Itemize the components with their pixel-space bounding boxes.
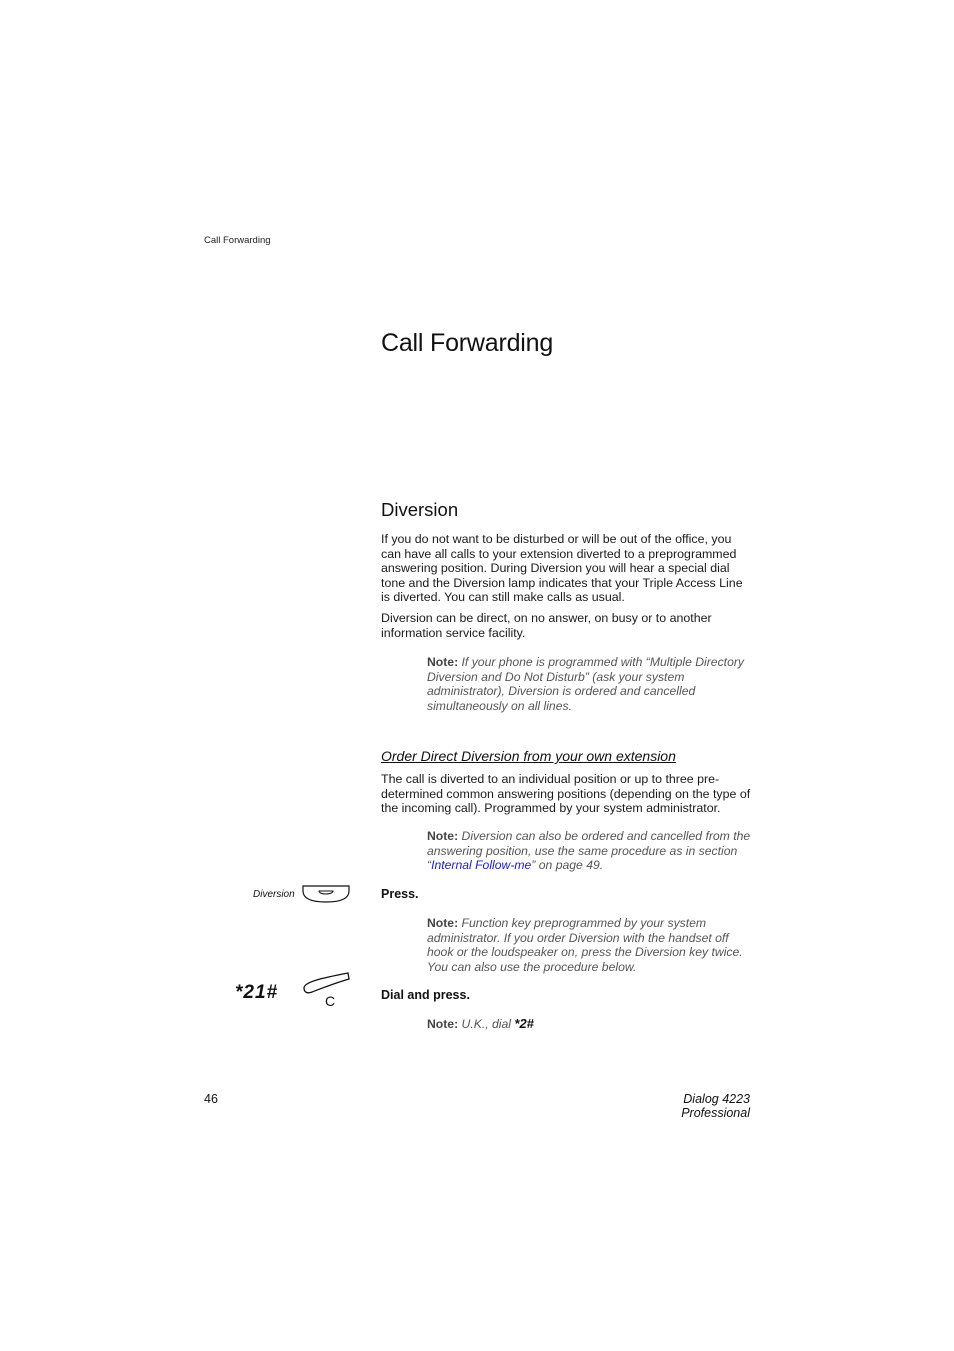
- note-label: Note:: [427, 1017, 459, 1031]
- note-answering-position: [427, 829, 751, 873]
- running-header: Call Forwarding: [204, 235, 271, 246]
- diversion-key-label: Diversion: [253, 889, 295, 900]
- note-text: Function key preprogrammed by your system administrator. If you order Diversion with the handset off hook or the loudspeaker on, press the Diversion key twice. You can also use the procedure below.: [427, 916, 743, 974]
- page-number: 46: [204, 1092, 218, 1106]
- note-function-key: [427, 916, 751, 974]
- step-dial-instruction: Dial and press.: [381, 988, 470, 1002]
- function-key-icon: [302, 883, 350, 910]
- subsection-paragraph: The call is diverted to an individual position or up to three pre-determined common answering positions (depending on the type of the incoming call). Programmed by your system administrator.: [381, 772, 751, 816]
- subsection-title: Order Direct Diversion from your own extension: [381, 748, 676, 764]
- uk-dial-code: *2#: [514, 1016, 534, 1031]
- note-label: Note:: [427, 655, 459, 669]
- note-uk-dial: [427, 1017, 534, 1032]
- dial-code: *21#: [235, 982, 279, 1003]
- handset-hook-letter: C: [325, 993, 336, 1009]
- note-multiple-directory: [427, 655, 751, 713]
- note-label: Note:: [427, 829, 459, 843]
- chapter-title: Call Forwarding: [381, 329, 554, 357]
- internal-follow-me-link[interactable]: Internal Follow-me: [431, 858, 532, 873]
- section-title: Diversion: [381, 499, 459, 520]
- note-text-after: ” on page 49.: [531, 858, 604, 873]
- section-paragraph-2: Diversion can be direct, on no answer, on busy or to another information service facility.: [381, 611, 712, 640]
- note-text: If your phone is programmed with “Multiple Directory Diversion and Do Not Disturb” (ask your system administrator), Diversion is ordered and cancelled simultaneously on all lines.: [427, 655, 744, 713]
- step-press-instruction: Press.: [381, 887, 419, 901]
- note-label: Note:: [427, 916, 459, 930]
- note-text-before: Diversion can also be ordered and cancelled from the answering position, use the same procedure as in section “: [427, 829, 751, 873]
- section-paragraph-1: If you do not want to be disturbed or will be out of the office, you can have all calls to your extension diverted to a preprogrammed answering position. During Diversion you will hear a special dial tone and the Diversion lamp indicates that your Triple Access Line is diverted. You can still make calls as usual.: [381, 532, 743, 605]
- product-name: Dialog 4223 Professional: [681, 1092, 750, 1120]
- note-text: U.K., dial: [461, 1017, 511, 1031]
